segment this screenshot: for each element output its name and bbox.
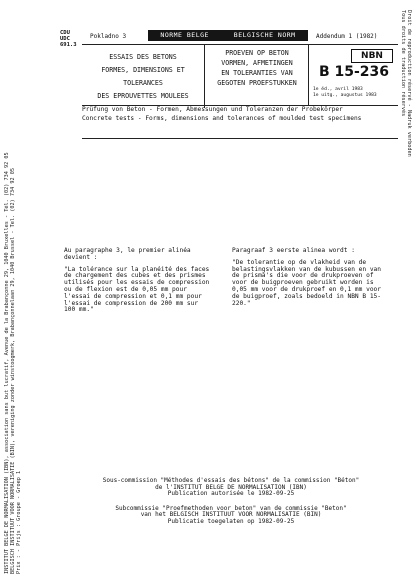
footer-fr-line-2: de l'INSTITUT BELGE DE NORMALISATION (IBN): [155, 483, 307, 491]
norm-banner: [148, 30, 308, 41]
amendment-fr-heading: Au paragraphe 3, le premier alinéa devient :: [64, 247, 191, 261]
edition-meta-fr: 1e éd., avril 1983: [313, 87, 363, 92]
title-en: Concrete tests - Forms, dimensions and tolerances of moulded test specimens: [82, 115, 362, 122]
left-margin-line-1: INSTITUT BELGE DE NORMALISATION (IBN), association sans but lucratif, Avenue de la Brabançonne 29, 1040 Bruxelles - Tél. (02) 734 92 05: [4, 152, 10, 574]
footer-nl-line-1: Subcommissie "Proefmethoden voor beton" van de commissie "Beton": [115, 504, 347, 512]
edition-meta-nl: 1e uitg., augustus 1983: [313, 92, 377, 98]
standard-number: B 15-236: [318, 64, 390, 80]
left-margin-text: [4, 34, 23, 574]
nl-title: [204, 45, 309, 108]
alt-title-block: [82, 104, 398, 139]
left-margin-line-2: BELGISCH INSTITUUT VOOR NORMALISATIE (BIN), vereniging zonder winstoogmerk, Brabançonnelaan 29, 1040 Brussel - Tel. (02) 734 92 05: [10, 167, 17, 574]
right-margin-line-2: Tous droits de traduction réservés: [399, 10, 406, 117]
cdu-number: 691.3: [60, 42, 77, 48]
publication-footer: [64, 478, 398, 526]
right-margin-text: [400, 10, 412, 310]
top-reference: Pokladno 3: [90, 33, 127, 40]
fr-title-line-3: DES EPROUVETTES MOULEES: [97, 92, 189, 100]
amendment-nl-heading: Paragraaf 3 eerste alinea wordt :: [232, 247, 355, 254]
edition-label: Addendum 1 (1982): [316, 33, 378, 40]
title-de: Prüfung von Beton - Formen, Abmessungen und Toleranzen der Probekörper: [82, 106, 343, 113]
banner-fr: NORME BELGE: [160, 31, 209, 39]
footer-nl-line-2: van het BELGISCH INSTITUUT VOOR NORMALISATIE (BIN): [140, 511, 322, 519]
amendment-nl-body: "De tolerantie op de vlakheid van de belastingsvlakken van de kubussen en van de prisma's die voor de drukproeven of voor de buigproeven gebruikt worden is 0,05 mm voor de drukproef en 0,1 mm voor de buigproef, zoals bedoeld in NBN B 15-220.": [232, 258, 382, 307]
left-margin-line-3: Prix : - Prijs : Groupe - Groep 1: [16, 470, 23, 574]
fr-title: [82, 45, 204, 111]
standard-code-block: [308, 45, 399, 105]
nl-title-line-1: PROEVEN OP BETON: [225, 49, 289, 57]
edition-meta: [313, 87, 399, 98]
nl-title-line-2: VORMEN, AFMETINGEN: [221, 59, 293, 67]
banner-nl: BELGISCHE NORM: [233, 31, 296, 39]
amendment-fr: [64, 248, 212, 319]
cdu-block: [60, 30, 77, 48]
right-margin-line-1: Droit de reproduction réservé - Nadruk verboden: [406, 10, 412, 157]
amendment-nl: [232, 248, 390, 312]
header-table: [82, 44, 398, 106]
footer-fr-line-3: Publication autorisée le 1982-09-25: [167, 490, 295, 498]
footer-nl-line-3: Publicatie toegelaten op 1982-09-25: [167, 517, 295, 525]
fr-title-line-1: ESSAIS DES BETONS: [109, 53, 177, 61]
fr-title-line-2: FORMES, DIMENSIONS ET TOLERANCES: [101, 66, 185, 87]
cdu-label: CDU: [60, 30, 70, 36]
nl-title-line-3: EN TOLERANTIES VAN: [221, 69, 293, 77]
footer-fr-line-1: Sous-commission "Méthodes d'essais des bétons" de la commission "Béton": [102, 477, 360, 484]
udc-label: UDC: [60, 36, 70, 42]
amendment-fr-body: "La tolérance sur la planéité des faces de chargement des cubes et des prismes utilisés pour les essais de compression ou de flexion est de 0,05 mm pour l'essai de compression et 0,1 mm pour l'essai de compression de 200 mm sur 100 mm.": [64, 265, 210, 314]
nl-title-line-4: GEGOTEN PROEFSTUKKEN: [217, 79, 297, 87]
nbn-logo: NBN: [351, 49, 393, 63]
